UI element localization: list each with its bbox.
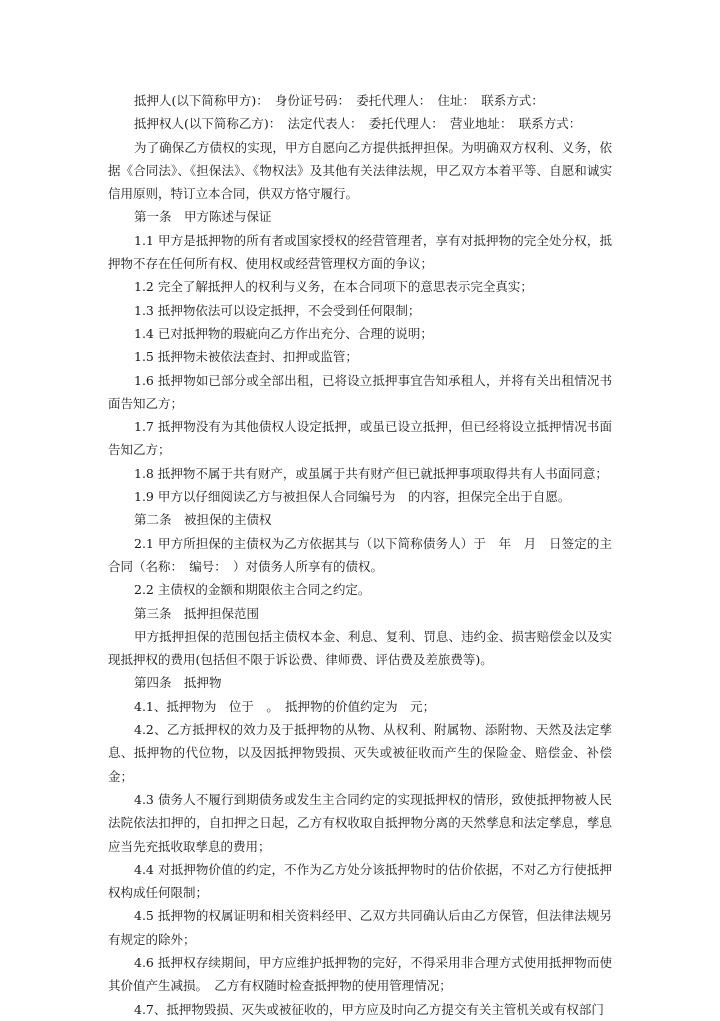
clause-1-5: 1.5 抵押物未被依法查封、扣押或监管； xyxy=(134,349,358,365)
clause-1-3: 1.3 抵押物依法可以设定抵押，不会受到任何限制； xyxy=(134,302,421,318)
clause-1-9: 1.9 甲方以仔细阅读乙方与被担保人合同编号为 的内容，担保完全出于自愿。 xyxy=(134,489,571,505)
clause-4-6: 4.6 抵押权存续期间，甲方应维护抵押物的完好，不得采用非合理方式使用抵押物而使其价值产生减损。 乙方有权随时检查抵押物的使用管理情况； xyxy=(108,954,612,994)
article-3-body: 甲方抵押担保的范围包括主债权本金、利息、复利、罚息、违约金、损害赔偿金以及实现抵押权的费用(包括但不限于诉讼费、律师费、评估费及差旅费等)。 xyxy=(108,628,612,668)
clause-4-1: 4.1、抵押物为 位于 。 抵押物的价值约定为 元； xyxy=(134,698,436,714)
clause-1-2: 1.2 完全了解抵押人的权利与义务，在本合同项下的意思表示完全真实； xyxy=(134,279,533,295)
clause-4-5: 4.5 抵押物的权属证明和相关资料经甲、乙双方共同确认后由乙方保管，但法律法规另有规定的除外； xyxy=(108,908,612,947)
clause-4-7: 4.7、抵押物毁损、灭失或被征收的，甲方应及时向乙方提交有关主管机关或有权部门 xyxy=(134,1001,604,1017)
clause-1-1: 1.1 甲方是抵押物的所有者或国家授权的经营管理者，享有对抵押物的完全处分权，抵押物不存在任何所有权、使用权或经营管理权方面的争议； xyxy=(108,232,612,272)
clause-1-8: 1.8 抵押物不属于共有财产，或虽属于共有财产但已就抵押事项取得共有人书面同意； xyxy=(134,465,608,481)
clause-1-7: 1.7 抵押物没有为其他债权人设定抵押，或虽已设立抵押，但已经将设立抵押情况书面告知乙方； xyxy=(108,419,612,458)
party-b-line: 抵押权人(以下简称乙方)： 法定代表人： 委托代理人： 营业地址： 联系方式： xyxy=(134,116,582,132)
clause-2-1: 2.1 甲方所担保的主债权为乙方依据其与（以下简称债务人）于 年 月 日签定的主合同（名称： 编号： ）对债务人所享有的债权。 xyxy=(108,535,612,574)
contract-body xyxy=(108,89,612,1021)
article-1-heading: 第一条 甲方陈述与保证 xyxy=(134,209,272,225)
clause-1-6: 1.6 抵押物如已部分或全部出租，已将设立抵押事宜告知承租人，并将有关出租情况书面告知乙方； xyxy=(108,372,612,411)
clause-1-4: 1.4 已对抵押物的瑕疵向乙方作出充分、合理的说明； xyxy=(134,325,433,341)
clause-4-3: 4.3 债务人不履行到期债务或发生主合同约定的实现抵押权的情形，致使抵押物被人民法院依法扣押的，自扣押之日起，乙方有权收取自抵押物分离的天然孳息和法定孳息，孳息应当先充抵收取孳息的费用； xyxy=(108,791,612,854)
preamble-paragraph: 为了确保乙方债权的实现，甲方自愿向乙方提供抵押担保。为明确双方权利、义务，依据《合同法》、《担保法》、《物权法》及其他有关法律法规，甲乙双方本着平等、自愿和诚实信用原则，特订立本合同，供双方恪守履行。 xyxy=(108,139,612,202)
article-3-heading: 第三条 抵押担保范围 xyxy=(134,605,260,621)
clause-2-2: 2.2 主债权的金额和期限依主合同之约定。 xyxy=(134,582,371,598)
clause-4-4: 4.4 对抵押物价值的约定，不作为乙方处分该抵押物时的估价依据，不对乙方行使抵押权构成任何限制； xyxy=(108,861,612,901)
party-a-line: 抵押人(以下简称甲方)： 身份证号码： 委托代理人： 住址： 联系方式： xyxy=(134,93,544,108)
article-2-heading: 第二条 被担保的主债权 xyxy=(134,512,272,528)
article-4-heading: 第四条 抵押物 xyxy=(134,675,222,691)
clause-4-2: 4.2、乙方抵押权的效力及于抵押物的从物、从权利、附属物、添附物、天然及法定孳息、抵押物的代位物，以及因抵押物毁损、灭失或被征收而产生的保险金、赔偿金、补偿金； xyxy=(108,722,612,784)
